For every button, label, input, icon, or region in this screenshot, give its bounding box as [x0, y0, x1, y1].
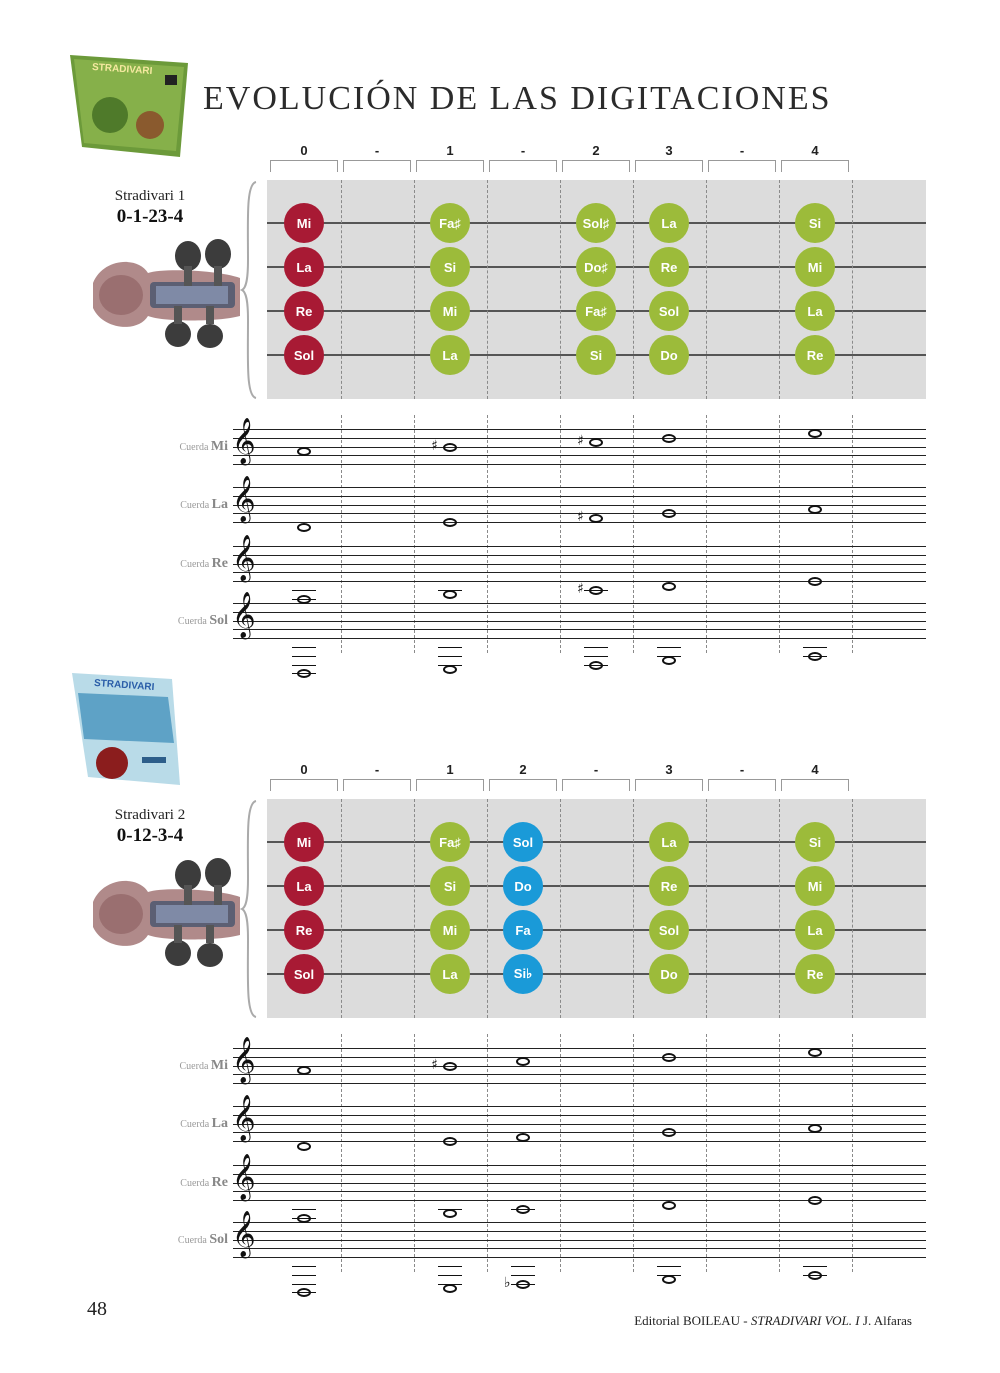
treble-clef: 𝄞 — [232, 476, 256, 522]
brace — [240, 799, 260, 1024]
ledger-line — [292, 665, 316, 666]
ledger-line — [438, 1209, 462, 1210]
column-divider — [706, 799, 707, 1018]
violin-pegbox-image — [88, 857, 248, 972]
whole-note — [297, 1066, 311, 1075]
column-divider — [633, 799, 634, 1018]
pegbox-drawing — [88, 238, 248, 348]
staff-line — [233, 1132, 926, 1133]
note-dot: Fa♯ — [430, 203, 470, 243]
note-dot: Si♭ — [503, 954, 543, 994]
staff-label-prefix: Cuerda — [180, 1178, 210, 1189]
column-divider — [414, 180, 415, 399]
note-dot: Si — [430, 247, 470, 287]
note-dot: La — [284, 247, 324, 287]
column-divider — [414, 1034, 415, 1272]
treble-clef: 𝄞 — [232, 535, 256, 581]
treble-clef: 𝄞 — [232, 418, 256, 464]
column-divider — [633, 180, 634, 399]
staff-line — [233, 1165, 926, 1166]
finger-label: 4 — [811, 143, 819, 158]
ledger-line — [657, 1266, 681, 1267]
note-dot: Re — [795, 335, 835, 375]
staff-label — [78, 1175, 228, 1191]
staff-label-string: Sol — [209, 1232, 228, 1247]
note-dot: La — [795, 910, 835, 950]
column-divider — [852, 180, 853, 399]
ledger-line — [292, 656, 316, 657]
ledger-line — [584, 647, 608, 648]
staff-label — [78, 439, 228, 455]
whole-note — [662, 1275, 676, 1284]
staff-label-string: Mi — [210, 439, 228, 454]
finger-bracket — [489, 160, 557, 172]
staff-label-string: Re — [211, 1175, 228, 1190]
ledger-line — [438, 1275, 462, 1276]
ledger-line — [803, 647, 827, 648]
staff-line — [233, 1106, 926, 1107]
staff-line — [233, 572, 926, 573]
ledger-line — [511, 1266, 535, 1267]
column-divider — [341, 799, 342, 1018]
ledger-line — [438, 590, 462, 591]
ledger-line — [657, 1275, 681, 1276]
whole-note — [662, 656, 676, 665]
brace — [240, 180, 260, 405]
fingering-code: 0-12-3-4 — [116, 825, 184, 846]
footer-publisher: Editorial BOILEAU - — [634, 1313, 748, 1328]
staff-line — [233, 1115, 926, 1116]
note-dot: Mi — [284, 203, 324, 243]
note-dot: La — [795, 291, 835, 331]
finger-label: 0 — [300, 143, 308, 158]
treble-clef: 𝄞 — [232, 592, 256, 638]
brace-shape — [240, 180, 260, 400]
column-divider — [560, 799, 561, 1018]
ledger-line — [511, 1275, 535, 1276]
finger-bracket — [708, 779, 776, 791]
book-cover-title: STRADIVARI — [91, 61, 153, 78]
footer-book: STRADIVARI VOL. I — [750, 1313, 860, 1328]
treble-clef: 𝄞 — [232, 1211, 256, 1257]
violin-pegbox-image — [88, 238, 248, 353]
finger-bracket — [562, 779, 630, 791]
sharp-sign: ♯ — [431, 1056, 438, 1073]
staff-label-prefix: Cuerda — [180, 1119, 210, 1130]
sharp-sign: ♯ — [577, 433, 584, 450]
finger-label: 1 — [446, 143, 454, 158]
ledger-line — [511, 1284, 535, 1285]
note-dot: Sol — [503, 822, 543, 862]
ledger-line — [803, 1275, 827, 1276]
flat-sign: ♭ — [504, 1274, 511, 1291]
ledger-line — [292, 1266, 316, 1267]
column-divider — [779, 1034, 780, 1272]
staff-label-string: Sol — [209, 613, 228, 628]
staff-line — [233, 1074, 926, 1075]
column-divider — [633, 415, 634, 653]
ledger-line — [584, 656, 608, 657]
whole-note — [808, 577, 822, 586]
staff-line — [233, 1066, 926, 1067]
fingering-code: 0-1-23-4 — [116, 206, 184, 227]
column-divider — [779, 799, 780, 1018]
column-divider — [341, 415, 342, 653]
whole-note — [443, 1284, 457, 1293]
staff-label-prefix: Cuerda — [180, 500, 210, 511]
note-dot: Si — [795, 203, 835, 243]
whole-note — [662, 434, 676, 443]
column-divider — [852, 1034, 853, 1272]
ledger-line — [438, 647, 462, 648]
staff-label-prefix: Cuerda — [177, 1235, 207, 1246]
staff-label — [78, 497, 228, 513]
whole-note — [297, 523, 311, 532]
whole-note — [443, 590, 457, 599]
finger-bracket — [416, 160, 484, 172]
staff-line — [233, 487, 926, 488]
column-divider — [706, 1034, 707, 1272]
column-divider — [341, 180, 342, 399]
sharp-sign: ♯ — [577, 581, 584, 597]
staff-label — [78, 613, 228, 629]
finger-bracket — [635, 160, 703, 172]
treble-clef: 𝄞 — [232, 1037, 256, 1083]
column-divider — [487, 180, 488, 399]
finger-label: - — [739, 143, 745, 158]
note-dot: Mi — [795, 247, 835, 287]
ledger-line — [584, 590, 608, 591]
whole-note — [589, 514, 603, 523]
staff-line — [233, 1257, 926, 1258]
staff-line — [233, 1240, 926, 1241]
column-divider — [852, 415, 853, 653]
staff-line — [233, 1200, 926, 1201]
finger-label: 1 — [446, 762, 454, 777]
ledger-line — [657, 656, 681, 657]
note-dot: Sol — [284, 335, 324, 375]
staff-line — [233, 455, 926, 456]
note-dot: Si — [430, 866, 470, 906]
staff-line — [233, 464, 926, 465]
note-dot: Do — [649, 335, 689, 375]
column-divider — [852, 799, 853, 1018]
finger-bracket — [489, 779, 557, 791]
note-dot: Re — [795, 954, 835, 994]
whole-note — [808, 1124, 822, 1133]
column-divider — [414, 799, 415, 1018]
whole-note — [662, 582, 676, 591]
staff-line — [233, 1083, 926, 1084]
note-dot: Do — [649, 954, 689, 994]
finger-label: 2 — [592, 143, 600, 158]
pegbox-drawing — [88, 857, 248, 967]
ledger-line — [657, 647, 681, 648]
staff-label-prefix: Cuerda — [179, 1061, 209, 1072]
whole-note — [443, 1062, 457, 1071]
ledger-line — [292, 647, 316, 648]
note-dot: Re — [284, 291, 324, 331]
whole-note — [662, 1128, 676, 1137]
page-title: EVOLUCIÓN DE LAS DIGITACIONES — [203, 80, 832, 117]
footer-author: J. Alfaras — [862, 1313, 912, 1328]
note-dot: Fa♯ — [430, 822, 470, 862]
column-divider — [560, 180, 561, 399]
sharp-sign: ♯ — [431, 437, 438, 454]
whole-note — [808, 505, 822, 514]
ledger-line — [438, 1266, 462, 1267]
staff-label — [78, 556, 228, 572]
whole-note — [443, 443, 457, 452]
column-divider — [487, 1034, 488, 1272]
whole-note — [443, 665, 457, 674]
ledger-line — [292, 1209, 316, 1210]
staff-line — [233, 1174, 926, 1175]
staff-line — [233, 1141, 926, 1142]
note-dot: La — [430, 335, 470, 375]
brace-shape — [240, 799, 260, 1019]
whole-note — [516, 1133, 530, 1142]
finger-bracket — [635, 779, 703, 791]
note-dot: La — [649, 822, 689, 862]
staff-line — [233, 1048, 926, 1049]
note-dot: Do — [503, 866, 543, 906]
note-dot: Mi — [795, 866, 835, 906]
staff-line — [233, 1183, 926, 1184]
column-divider — [414, 415, 415, 653]
whole-note — [443, 1209, 457, 1218]
column-divider — [341, 1034, 342, 1272]
staff-line — [233, 429, 926, 430]
whole-note — [297, 1142, 311, 1151]
finger-label: - — [593, 762, 599, 777]
note-dot: Sol♯ — [576, 203, 616, 243]
note-dot: Do♯ — [576, 247, 616, 287]
finger-bracket — [343, 160, 411, 172]
finger-label: 2 — [519, 762, 527, 777]
staff-line — [233, 1057, 926, 1058]
staff-label-string: Mi — [210, 1058, 228, 1073]
note-dot: Fa — [503, 910, 543, 950]
finger-bracket — [781, 779, 849, 791]
ledger-line — [292, 599, 316, 600]
note-dot: La — [649, 203, 689, 243]
whole-note — [443, 518, 457, 527]
whole-note — [808, 1196, 822, 1205]
note-dot: Sol — [649, 291, 689, 331]
staff-line — [233, 505, 926, 506]
note-dot: Si — [576, 335, 616, 375]
treble-clef: 𝄞 — [232, 1154, 256, 1200]
note-dot: Re — [649, 866, 689, 906]
book-cover-title: STRADIVARI — [93, 677, 155, 694]
column-divider — [779, 180, 780, 399]
staff-line — [233, 1222, 926, 1223]
ledger-line — [584, 665, 608, 666]
note-dot: Re — [284, 910, 324, 950]
column-divider — [560, 415, 561, 653]
treble-clef: 𝄞 — [232, 1095, 256, 1141]
ledger-line — [438, 656, 462, 657]
ledger-line — [803, 1266, 827, 1267]
staff-line — [233, 1124, 926, 1125]
finger-bracket — [781, 160, 849, 172]
finger-label: - — [374, 143, 380, 158]
finger-bracket — [562, 160, 630, 172]
finger-bracket — [416, 779, 484, 791]
staff-label — [78, 1232, 228, 1248]
whole-note — [297, 447, 311, 456]
ledger-line — [292, 590, 316, 591]
note-dot: La — [284, 866, 324, 906]
staff-line — [233, 564, 926, 565]
sharp-sign: ♯ — [577, 508, 584, 525]
note-dot: Sol — [284, 954, 324, 994]
ledger-line — [438, 665, 462, 666]
section-name: Stradivari 1 — [114, 188, 186, 204]
staff-line — [233, 629, 926, 630]
staff-line — [233, 546, 926, 547]
note-dot: Mi — [430, 291, 470, 331]
column-divider — [706, 415, 707, 653]
note-dot: Mi — [430, 910, 470, 950]
whole-note — [443, 1137, 457, 1146]
finger-label: 3 — [665, 143, 673, 158]
ledger-line — [292, 1284, 316, 1285]
note-dot: Mi — [284, 822, 324, 862]
staff-label-string: La — [211, 1116, 228, 1131]
whole-note — [662, 509, 676, 518]
ledger-line — [292, 1275, 316, 1276]
staff-label-prefix: Cuerda — [177, 616, 207, 627]
staff-line — [233, 612, 926, 613]
staff-label-string: La — [211, 497, 228, 512]
note-dot: Sol — [649, 910, 689, 950]
staff-line — [233, 1231, 926, 1232]
staff-line — [233, 1248, 926, 1249]
whole-note — [662, 1201, 676, 1210]
ledger-line — [292, 673, 316, 674]
whole-note — [662, 1053, 676, 1062]
staff-line — [233, 621, 926, 622]
staff-line — [233, 1191, 926, 1192]
note-dot: La — [430, 954, 470, 994]
page-number: 48 — [87, 1298, 107, 1320]
column-divider — [487, 799, 488, 1018]
staff-line — [233, 555, 926, 556]
staff-label — [78, 1058, 228, 1074]
footer — [634, 1313, 912, 1329]
finger-bracket — [708, 160, 776, 172]
finger-label: 3 — [665, 762, 673, 777]
note-dot: Si — [795, 822, 835, 862]
staff-label-string: Re — [211, 556, 228, 571]
finger-label: - — [520, 143, 526, 158]
finger-bracket — [270, 160, 338, 172]
finger-bracket — [270, 779, 338, 791]
note-dot: Fa♯ — [576, 291, 616, 331]
section-name: Stradivari 2 — [114, 807, 186, 823]
ledger-line — [438, 1284, 462, 1285]
finger-label: - — [374, 762, 380, 777]
column-divider — [706, 180, 707, 399]
ledger-line — [511, 1209, 535, 1210]
staff-line — [233, 603, 926, 604]
ledger-line — [292, 1292, 316, 1293]
staff-label-prefix: Cuerda — [180, 559, 210, 570]
column-divider — [633, 1034, 634, 1272]
finger-label: 4 — [811, 762, 819, 777]
column-divider — [487, 415, 488, 653]
finger-bracket — [343, 779, 411, 791]
note-dot: Re — [649, 247, 689, 287]
staff-line — [233, 638, 926, 639]
finger-label: - — [739, 762, 745, 777]
staff-line — [233, 496, 926, 497]
column-divider — [560, 1034, 561, 1272]
ledger-line — [803, 656, 827, 657]
staff-label — [78, 1116, 228, 1132]
staff-label-prefix: Cuerda — [179, 442, 209, 453]
ledger-line — [292, 1218, 316, 1219]
finger-label: 0 — [300, 762, 308, 777]
column-divider — [779, 415, 780, 653]
